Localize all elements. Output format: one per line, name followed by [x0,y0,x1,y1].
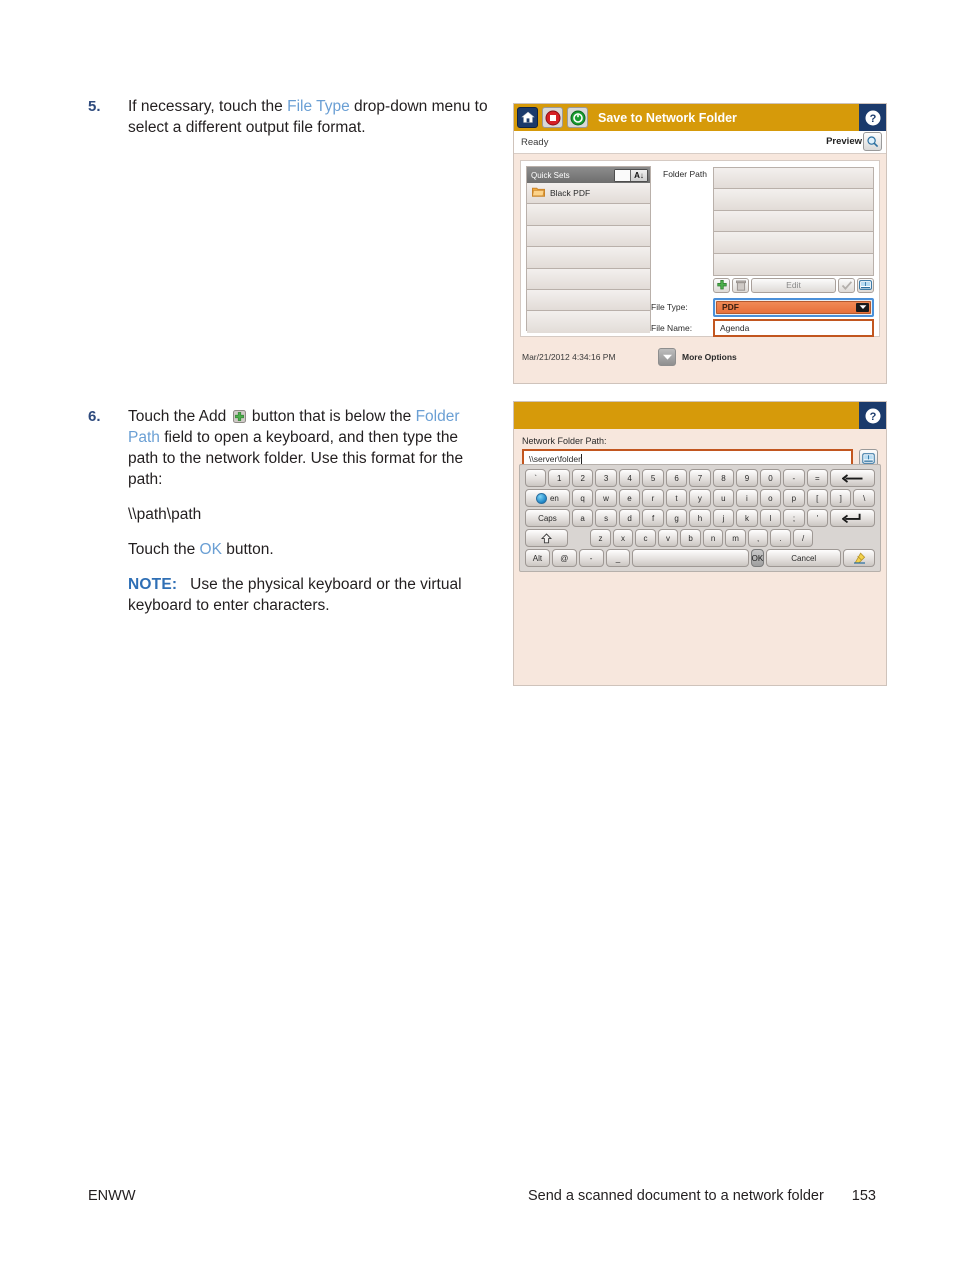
keyboard-row-1 [525,469,875,487]
chevron-down-icon[interactable] [856,303,869,312]
key-t[interactable]: t [666,489,687,507]
page-footer [88,1188,876,1204]
key-z[interactable]: z [590,529,611,547]
svg-text:?: ? [869,112,876,125]
key-j[interactable]: j [713,509,734,527]
keyboard-spacer [856,529,875,547]
key-q[interactable]: q [572,489,593,507]
keyboard-row-5 [525,549,875,567]
key-v[interactable]: v [658,529,679,547]
file-name-row [651,319,874,338]
key-6[interactable]: 6 [666,469,687,487]
note-text: Use the physical keyboard or the virtual keyboard to enter characters. [128,576,462,614]
stop-icon[interactable] [542,107,563,128]
space-key[interactable] [632,549,748,567]
alt-key[interactable]: Alt [525,549,550,567]
keyboard-row-4 [525,529,875,547]
step-5-text-before: If necessary, touch the [128,98,288,115]
keyboard-row-2 [525,489,875,507]
key-y[interactable]: y [689,489,710,507]
key-k[interactable]: k [736,509,757,527]
key-comma[interactable]: , [748,529,769,547]
key-d[interactable]: d [619,509,640,527]
table-row[interactable] [714,232,873,253]
key-equals[interactable]: = [807,469,828,487]
table-row[interactable] [714,168,873,189]
add-plus-icon [233,408,246,421]
edit-button[interactable]: Edit [751,278,836,293]
key-3[interactable]: 3 [595,469,616,487]
key-5[interactable]: 5 [642,469,663,487]
key-n[interactable]: n [703,529,724,547]
panel2-field-area [514,429,886,577]
keyboard-spacer [836,529,855,547]
key-hyphen[interactable]: - [579,549,604,567]
keyboard-spacer [570,529,589,547]
help-icon[interactable] [859,402,886,429]
list-item[interactable] [527,311,650,332]
key-7[interactable]: 7 [689,469,710,487]
chevron-down-icon[interactable] [658,348,676,366]
key-b[interactable]: b [680,529,701,547]
panel1-body [514,154,886,343]
step-6-text-c: field to open a keyboard, and then type the path to the network folder. Use this format for the path: [128,429,464,488]
file-type-dropdown[interactable] [713,298,874,317]
home-icon[interactable] [517,107,538,128]
ok-button-highlight[interactable] [751,549,765,567]
step-5-paragraph [128,96,488,138]
key-x[interactable]: x [613,529,634,547]
key-period[interactable]: . [770,529,791,547]
folder-path-list [713,167,874,276]
step-6 [88,406,488,616]
preview-label: Preview [826,136,862,147]
panel2-titlebar [514,402,886,429]
save-to-network-folder-screen [513,103,887,384]
key-a[interactable]: a [572,509,593,527]
step-5 [88,96,488,138]
step-6-paragraph-2 [128,539,488,560]
panel1-statusbar [514,131,886,154]
footer-left-label: ENWW [88,1188,136,1204]
panel1-fields [651,296,874,338]
caps-lock-key[interactable]: Caps [525,509,570,527]
key-underscore[interactable]: _ [606,549,631,567]
key-semicolon[interactable]: ; [783,509,804,527]
step-6-link-folder-path: Folder Path [128,408,460,446]
key-apostrophe[interactable]: ' [807,509,828,527]
network-folder-path-label: Network Folder Path: [522,436,607,446]
virtual-keyboard[interactable] [519,464,881,572]
preview-control[interactable] [826,132,882,151]
folder-path-label: Folder Path [663,169,707,179]
add-plus-icon[interactable] [713,278,730,293]
step-6-link-ok: OK [199,541,222,558]
folder-path-section [651,166,874,334]
key-backtick[interactable]: ` [525,469,546,487]
footer-section-title: Send a scanned document to a network folder [527,1188,824,1204]
key-backslash[interactable]: \ [853,489,874,507]
enter-icon[interactable] [830,509,875,527]
step-6-paragraph-1 [128,406,488,490]
backspace-icon[interactable] [830,469,875,487]
step-6-number: 6. [88,408,101,425]
step-6-text-e: button. [221,541,274,558]
eraser-icon[interactable] [843,549,875,567]
svg-text:?: ? [869,410,876,423]
sort-az-icon[interactable] [614,169,648,182]
file-type-row [651,298,874,317]
list-item[interactable] [527,183,650,204]
key-s[interactable]: s [595,509,616,527]
folder-icon [532,184,545,202]
more-options-label: More Options [682,352,737,362]
step-5-text-after: drop-down menu to select a different output file format. [128,98,488,136]
key-c[interactable]: c [635,529,656,547]
network-folder-path-keyboard-screen [513,401,887,686]
step-6-text-d: Touch the [128,541,200,558]
file-type-dropdown-inner[interactable] [716,301,871,314]
key-2[interactable]: 2 [572,469,593,487]
key-slash[interactable]: / [793,529,814,547]
key-at[interactable]: @ [552,549,577,567]
key-h[interactable]: h [689,509,710,527]
key-9[interactable]: 9 [736,469,757,487]
magnifier-icon[interactable] [863,132,882,151]
checkmark-icon[interactable] [838,278,855,293]
step-6-text-a: Touch the Add [128,408,231,425]
quick-sets-header [527,167,650,183]
trash-icon[interactable] [732,278,749,293]
network-folder-path-value: \\server\folder [529,453,581,464]
key-f[interactable]: f [642,509,663,527]
key-8[interactable]: 8 [713,469,734,487]
step-5-link-file-type: File Type [287,98,350,115]
key-r[interactable]: r [642,489,663,507]
language-key[interactable] [525,489,570,507]
sort-toggle-right: A↓ [631,170,647,181]
panel1-content-card [520,160,880,337]
note-label: NOTE: [128,576,178,593]
key-l[interactable]: l [760,509,781,527]
key-4[interactable]: 4 [619,469,640,487]
shift-icon[interactable] [525,529,568,547]
key-w[interactable]: w [595,489,616,507]
list-item[interactable] [527,247,650,268]
table-row[interactable] [714,254,873,275]
step-6-text-b: button that is below the [247,408,416,425]
keyboard-icon[interactable] [857,278,874,293]
file-name-label: File Name: [651,323,693,334]
step-5-body [128,96,488,138]
key-u[interactable]: u [713,489,734,507]
key-p[interactable]: p [783,489,804,507]
file-name-value: Agenda [720,323,750,334]
note-spacer [177,576,190,593]
key-1[interactable]: 1 [548,469,569,487]
list-item[interactable] [527,290,650,311]
ok-button[interactable]: OK [751,549,765,567]
status-text: Ready [521,136,549,148]
start-icon[interactable] [567,107,588,128]
list-item[interactable] [527,226,650,247]
page-number: 153 [851,1188,876,1204]
text-caret [581,454,582,464]
table-row[interactable] [714,211,873,232]
list-item[interactable] [527,204,650,225]
panel1-title: Save to Network Folder [598,110,737,125]
panel1-titlebar [514,104,886,131]
step-6-path-example: \\path\path [128,506,202,523]
key-m[interactable]: m [725,529,746,547]
file-type-value: PDF [722,302,739,313]
key-g[interactable]: g [666,509,687,527]
file-type-label: File Type: [651,302,688,313]
key-0[interactable]: 0 [760,469,781,487]
list-item[interactable] [527,269,650,290]
quick-sets-title: Quick Sets [531,170,570,180]
step-5-number: 5. [88,98,101,115]
panel1-footer [514,343,886,371]
key-bracket-right[interactable]: ] [830,489,851,507]
key-bracket-left[interactable]: [ [807,489,828,507]
more-options-button[interactable] [658,348,737,366]
sort-toggle-left [615,170,631,181]
key-i[interactable]: i [736,489,757,507]
instruction-column [88,96,488,616]
quick-sets-list [526,166,651,331]
step-6-note [128,574,488,616]
list-item-label: Black PDF [550,188,591,199]
cancel-button[interactable]: Cancel [766,549,841,567]
step-6-body [128,406,488,616]
folder-path-toolbar [713,278,874,293]
key-e[interactable]: e [619,489,640,507]
globe-icon [536,493,547,504]
timestamp: Mar/21/2012 4:34:16 PM [522,352,616,362]
help-icon[interactable] [859,104,886,131]
key-o[interactable]: o [760,489,781,507]
file-name-input[interactable] [713,319,874,337]
language-key-label: en [549,493,559,503]
keyboard-row-3 [525,509,875,527]
keyboard-spacer [815,529,834,547]
table-row[interactable] [714,189,873,210]
key-minus[interactable]: - [783,469,804,487]
